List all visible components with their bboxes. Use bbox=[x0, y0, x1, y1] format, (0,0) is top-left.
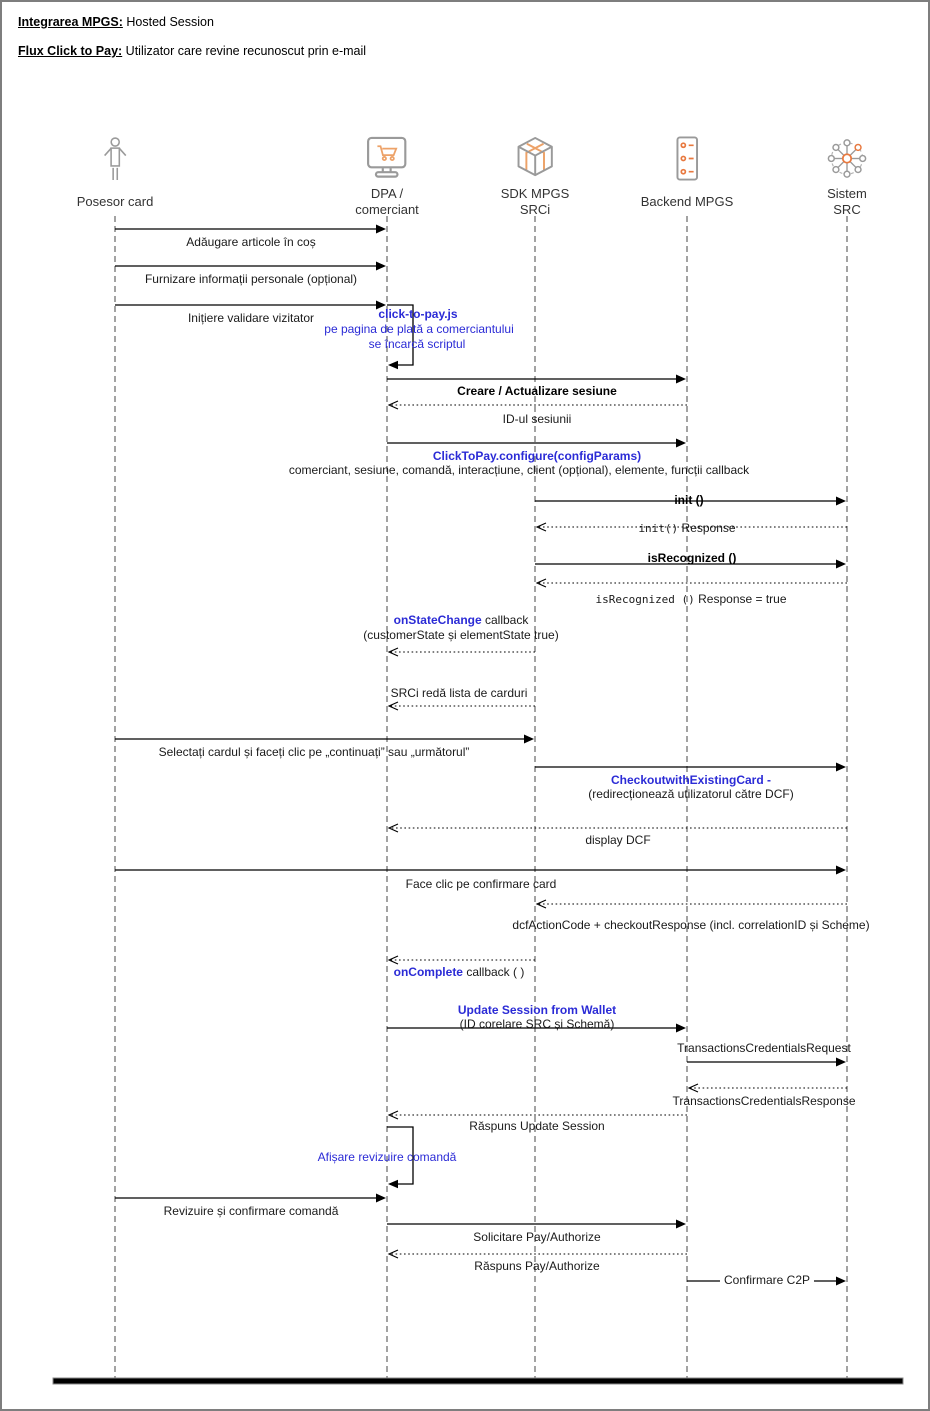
label-checkout-with-existing-card-1: CheckoutwithExistingCard - bbox=[610, 773, 772, 787]
label-is-recognized-response: isRecognized () Response = true bbox=[595, 592, 787, 606]
label-srci-renders-card-list: SRCi redă lista de carduri bbox=[390, 686, 528, 700]
label-dcf-action-code: dcfActionCode + checkoutResponse (incl. correlationID și Scheme) bbox=[512, 918, 870, 932]
actor-label-sdk-mpgs-srci: SDK MPGS SRCi bbox=[500, 186, 570, 217]
label-init-response: init() Response bbox=[638, 521, 736, 535]
integration-value: Hosted Session bbox=[122, 15, 214, 29]
actor-label-dpa-merchant: DPA / comerciant bbox=[355, 186, 419, 217]
label-click-confirm-card: Face clic pe confirmare card bbox=[405, 877, 557, 891]
flow-label: Flux Click to Pay: bbox=[18, 44, 123, 58]
label-update-session-from-wallet-2: (ID corelare SRC și Schemă) bbox=[459, 1017, 615, 1031]
label-review-confirm-order: Revizuire și confirmare comandă bbox=[163, 1204, 339, 1218]
label-init: init () bbox=[674, 493, 704, 507]
label-clicktopay-configure-2: comerciant, sesiune, comandă, interacțiune, client (opțional), elemente, funcții callback bbox=[288, 463, 750, 477]
label-clicktopay-configure-1: ClickToPay.configure(configParams) bbox=[432, 449, 642, 463]
label-provide-personal-info: Furnizare informații personale (opțional) bbox=[144, 272, 358, 286]
actor-label-sistem-src: Sistem SRC bbox=[827, 186, 867, 217]
label-load-click-to-pay-script-2: pe pagina de plată a comerciantului bbox=[324, 322, 514, 336]
label-init-visitor-validation: Inițiere validare vizitator bbox=[187, 311, 315, 325]
label-transactions-credentials-response: TransactionsCredentialsResponse bbox=[672, 1094, 856, 1108]
actor-label-card-holder: Posesor card bbox=[76, 193, 154, 209]
label-onstatechange-callback-1: onStateChange callback bbox=[393, 613, 529, 627]
label-pay-authorize-response: Răspuns Pay/Authorize bbox=[474, 1259, 600, 1273]
label-update-session-from-wallet-1: Update Session from Wallet bbox=[457, 1003, 617, 1017]
label-create-update-session: Creare / Actualizare sesiune bbox=[457, 384, 617, 398]
label-confirm-c2p: Confirmare C2P bbox=[720, 1274, 814, 1287]
flow-value: Utilizator care revine recunoscut prin e-mail bbox=[122, 44, 367, 58]
label-is-recognized: isRecognized () bbox=[647, 551, 737, 565]
label-add-to-cart: Adăugare articole în coș bbox=[186, 235, 316, 249]
label-transactions-credentials-request: TransactionsCredentialsRequest bbox=[677, 1041, 851, 1055]
label-pay-authorize-request: Solicitare Pay/Authorize bbox=[473, 1230, 601, 1244]
actor-label-backend-mpgs: Backend MPGS bbox=[640, 193, 734, 209]
label-load-click-to-pay-script-1: click-to-pay.js bbox=[378, 307, 458, 321]
label-show-order-review: Afișare revizuire comandă bbox=[317, 1150, 457, 1164]
label-load-click-to-pay-script-3: se încarcă scriptul bbox=[368, 337, 466, 351]
labels-layer bbox=[2, 2, 928, 1409]
label-oncomplete-callback: onComplete callback ( ) bbox=[393, 965, 525, 979]
label-checkout-with-existing-card-2: (redirecționează utilizatorul către DCF) bbox=[588, 787, 794, 801]
label-onstatechange-callback-2: (customerState și elementState true) bbox=[363, 628, 559, 642]
label-display-dcf: display DCF bbox=[585, 833, 651, 847]
label-session-id: ID-ul sesiunii bbox=[502, 412, 572, 426]
label-select-card-continue: Selectați cardul și faceți clic pe „continuați” sau „următorul” bbox=[158, 745, 470, 759]
integration-label: Integrarea MPGS: bbox=[18, 15, 123, 29]
label-update-session-response: Răspuns Update Session bbox=[469, 1119, 605, 1133]
